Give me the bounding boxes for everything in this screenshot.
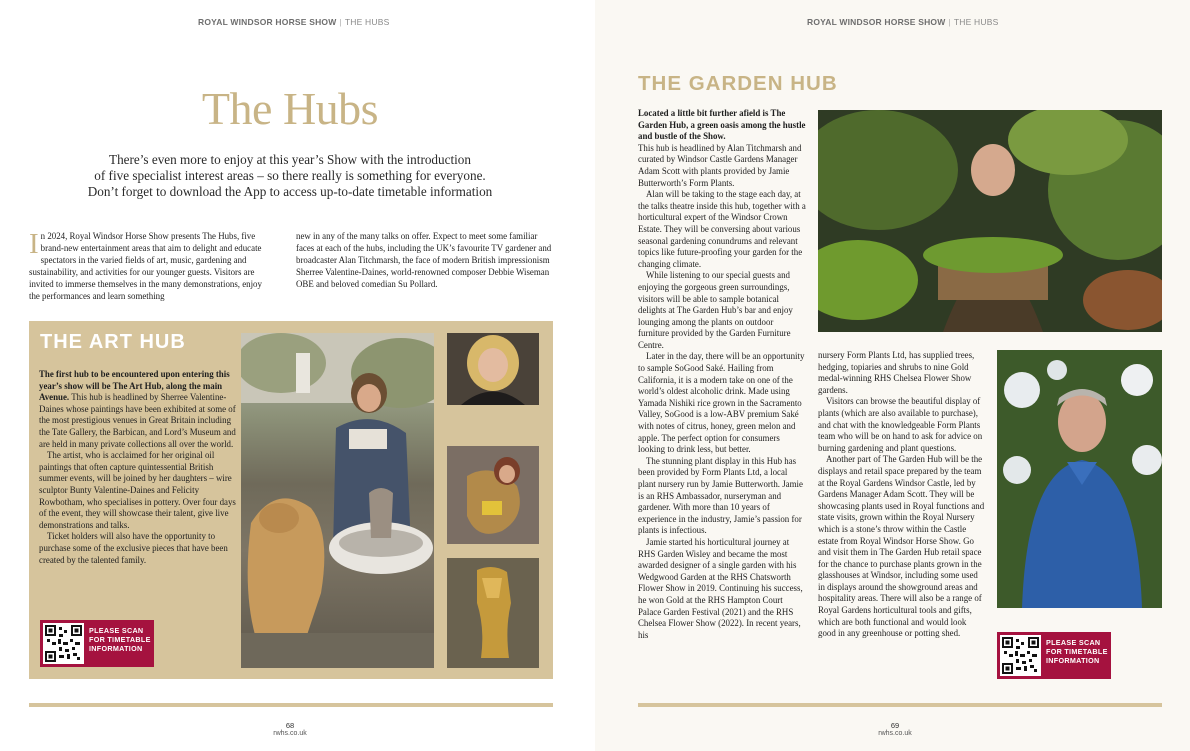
art-hub-panel: [29, 321, 553, 679]
gardener-with-plants-photo: [818, 110, 1162, 332]
site-url: rwhs.co.uk: [273, 730, 307, 737]
footer-rule: [29, 703, 553, 707]
intro-line: of five specialist interest areas – so there really is something for everyone.: [94, 168, 486, 183]
intro-column-2: new in any of the many talks on offer. Expect to meet some familiar faces at each of the hubs, including the UK’s favourite TV gardener and broadcaster Alan Titchmarsh, the face of modern British impressionism Sherree Valentine-Daines, world-renowned composer Debbie Wiseman OBE and beloved comedian Su Pollard.: [296, 231, 552, 289]
art-hub-lead: The first hub to be encountered upon entering this year’s show will be The Art Hub, along the main Avenue.: [39, 369, 230, 403]
pottery-photo: [241, 333, 434, 668]
garden-hub-paragraph: nursery Form Plants Ltd, has supplied trees, hedging, topiaries and shrubs to nine Gold medal-winning RHS Chelsea Flower Show gardens.: [818, 350, 975, 395]
garden-hub-paragraph: Later in the day, there will be an opportunity to sample SoGood Saké. Hailing from California, it is a modern take on one of the world’s oldest alcoholic drink. Made using Yamada Nishiki rice grown in the Sacramento Valley, SoGood is a low-ABV premium Saké with notes of citrus, honey, green melon and apple. The perfect option for consumers looking to drink less, but better.: [638, 351, 805, 455]
qr-scan-label: PLEASE SCAN FOR TIMETABLE INFORMATION: [1046, 638, 1108, 666]
intro-column-1: [29, 230, 271, 302]
qr-scan-badge[interactable]: [40, 620, 154, 667]
garden-hub-paragraph: This hub is headlined by Alan Titchmarsh and curated by Windsor Castle Gardens Manager Adam Scott with plants provided by Jamie Butterworth’s Form Plants.: [638, 142, 802, 188]
garden-hub-paragraph: The stunning plant display in this Hub has been provided by Form Plants Ltd, a local plant nursery run by Jamie Butterworth. Jamie is an RHS Ambassador, nurseryman and gardener. With more than 10 years of experience in the industry, Jamie’s passion for plants is infectious.: [638, 455, 803, 536]
presenter-portrait-photo: [997, 350, 1162, 608]
qr-scan-label: PLEASE SCAN FOR TIMETABLE INFORMATION: [89, 626, 151, 654]
garden-hub-paragraph: While listening to our special guests and enjoying the gorgeous green surroundings, visitors will be able to sample botanical delights at The Garden Hub’s bar and enjoy lounging among the plants on outdoor furniture provided by the Garden Furniture Centre.: [638, 270, 793, 350]
art-hub-paragraph: Ticket holders will also have the opportunity to purchase some of the exclusive pieces that have been created by the talented family.: [39, 531, 228, 565]
garden-hub-paragraph: Alan will be taking to the stage each day, at the talks theatre inside this hub, together with a horticultural expert of the Windsor Crown Estate. They will be conversing about various seasonal gardening conundrums and relevant topics like future-proofing your garden for the changing climate.: [638, 189, 806, 269]
garden-hub-paragraph: Jamie started his horticultural journey at RHS Garden Wisley and became the most awarded designer of a single garden with his Wedgwood Garden at the RHS Chatsworth Flower Show in 2019. Continuing his success, he won Gold at the RHS Hampton Court Palace Garden Festival (2021) and the RHS Chelsea Flower Show (2022). In recent years, his: [638, 536, 803, 640]
page-number: 69: [890, 721, 900, 730]
artist-portrait-photo: [447, 333, 539, 405]
wire-sculpture-photo: [447, 446, 539, 544]
art-hub-text: [39, 369, 236, 566]
garden-hub-column-1: [638, 108, 806, 641]
running-head: [807, 17, 998, 27]
running-head-section: THE HUBS: [953, 17, 999, 27]
garden-hub-column-2: [818, 350, 986, 640]
bronze-torso-photo: [447, 558, 539, 668]
garden-hub-paragraph: Another part of The Garden Hub will be the displays and retail space prepared by the team at the Royal Gardens Windsor Castle, led by Gardens Manager Adam Scott. They will be showcasing plants used in Royal functions and state visits, grown within the Royal Nursery which is a stone’s throw within the Castle estate from Royal Windsor Horse Show. Go and visit them in The Garden Hub retail space for the chance to purchase plants grown in the glasshouses at Windsor, including some used in displays around the showground areas and hospitality areas. There will also be a range of Royal Gardens horticultural tools and gifts, which are both functional and would look good in any greenhouse or potting shed.: [818, 454, 985, 639]
qr-code-icon: [43, 623, 84, 664]
intro-column-1-text: n 2024, Royal Windsor Horse Show presents The Hubs, five brand-new entertainment areas that aim to delight and educate spectators in the varied fields of art, music, gardening and sustainability, and activities for our younger guests. Visitors are invited to immerse themselves in the many demonstrations, enjoy the performances and learn something: [29, 231, 262, 301]
running-head-publication: ROYAL WINDSOR HORSE SHOW: [807, 17, 946, 27]
art-hub-paragraph: The artist, who is acclaimed for her original oil paintings that often capture quintessential British summer events, will be joined by her daughters – wire sculptor Bunty Valentine-Daines and Felicity Rowbotham, who specialises in pottery. Over four days of the event, they will showcase their talent, give live demonstrations and talks.: [39, 450, 236, 530]
art-hub-heading: THE ART HUB: [40, 331, 186, 353]
garden-hub-heading: THE GARDEN HUB: [638, 72, 838, 95]
intro-line: There’s even more to enjoy at this year’s Show with the introduction: [109, 152, 471, 167]
dropcap: I: [29, 228, 39, 260]
garden-hub-paragraph: Visitors can browse the beautiful display of plants (which are also available to purchase), and chat with the knowledgeable Form Plants team who will be on hand to ask for advice on burning gardening and plant questions.: [818, 396, 983, 453]
garden-hub-lead: Located a little bit further afield is The Garden Hub, a green oasis among the hustle and bustle of the Show.: [638, 108, 806, 142]
running-head: [198, 17, 389, 27]
footer-rule: [638, 703, 1162, 707]
running-head-separator: |: [948, 17, 951, 27]
intro-standfirst: [70, 152, 510, 200]
page-title: The Hubs: [201, 83, 379, 134]
qr-code-icon: [1000, 635, 1041, 676]
running-head-separator: |: [339, 17, 342, 27]
running-head-publication: ROYAL WINDSOR HORSE SHOW: [198, 17, 337, 27]
page-number: 68: [285, 721, 295, 730]
site-url: rwhs.co.uk: [878, 730, 912, 737]
art-hub-paragraph: This hub is headlined by Sherree Valentine-Daines whose paintings have been exhibited at some of the most prestigious venues in Great Britain including the Tate Gallery, the Barbican, and Lord’s Museum and are held in many private collections all over the world.: [39, 392, 236, 449]
qr-scan-badge[interactable]: [997, 632, 1111, 679]
intro-line: Don’t forget to download the App to access up-to-date timetable information: [87, 184, 493, 199]
running-head-section: THE HUBS: [344, 17, 390, 27]
